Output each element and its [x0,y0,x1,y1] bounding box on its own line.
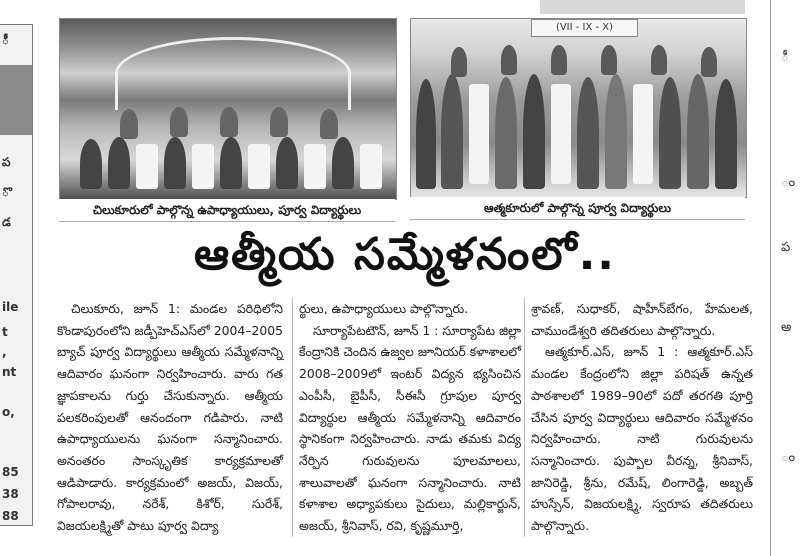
headline: ఆత్మీయ సమ్మేళనంలో.. [194,229,616,280]
article-paragraph: శ్రావణ్, సుధాకర్, షాహీన్‌బేగం, హేమలత, చాముండేశ్వరి తదితరులు పాల్గొన్నారు. [531,301,753,338]
article-column-2 [292,298,521,537]
edge-fragment: t [2,325,8,339]
edge-photo [0,65,32,135]
edge-fragment: 85 [2,465,19,479]
article-paragraph: ఆత్మకూర్.ఎస్, జూన్ 1 : ఆత్మకూర్.ఎస్ మండల కేంద్రంలోని జిల్లా పరిషత్ ఉన్నత పాఠశాలలో 1989–90లో పదో తరగతి పూర్తి చేసిన పూర్వ విద్యార్థులు ఆదివారం సమ్మేళనం నిర్వహించారు. నాటి గురువులను సన్మానించారు. పుప్పాల వీరన్న, శ్రీనివాస్, జానిరెడ్డి, శ్రీను, రమేష్, లింగారెడ్డి, అబ్బత్ హుస్సేన్, విజయలక్ష్మి, స్వరూప తదితరులు పాల్గొన్నారు. [531,344,753,534]
edge-fragment: ం [781,175,796,190]
neighbour-ad-strip-left [0,24,33,526]
edge-fragment: ొ [2,185,9,199]
group-photo-chilukuru [59,18,397,200]
article-paragraph: ర్థులు, ఉపాధ్యాయులు పాల్గొన్నారు. [299,301,469,316]
edge-fragment: ీ [781,50,789,65]
edge-fragment: ీ [2,33,9,47]
edge-fragment: 88 [2,509,19,523]
edge-fragment: ం [781,450,796,465]
article-paragraph: చిలుకూరు, జూన్ 1: మండల పరిధిలోని కొండాపురంలోని జడ్పీహెచ్ఎస్‌లో 2004–2005 బ్యాచ్ పూర్వ విద్యార్థులు ఆత్మీయ సమ్మేళనాన్ని ఆదివారం ఘనంగా నిర్వహించారు. వారు గత జ్ఞాపకాలను గుర్తు చేసుకున్నారు. ఆత్మీయ పలకరింపులతో ఆనందంగా గడిపారు. నాటి ఉపాధ్యాయులను ఘనంగా సన్మానించారు. అనంతరం సాంస్కృతిక కార్యక్రమాలతో ఆడిపాడారు. కార్యక్రమంలో అజయ్, విజయ్, గోపాలరావు, నరేశ్, కిశోర్, సురేశ్, విజయలక్ష్మితో పాటు పూర్వ విద్యా [57,301,283,534]
edge-fragment: అ [781,320,792,335]
group-photo-atmakur [410,18,747,198]
edge-fragment: ప [2,155,11,169]
neighbour-column-strip-right [770,0,800,556]
photo-caption-right: ఆత్మకూరులో పాల్గొన్న పూర్వ విద్యార్థులు [410,197,745,220]
edge-fragment: o, [2,405,15,419]
edge-fragment: , [2,345,7,359]
article-column-3 [524,298,753,537]
top-grey-bar [540,0,745,14]
stage-decoration [115,37,351,110]
edge-fragment: 38 [2,487,19,501]
edge-fragment: ప [781,240,791,255]
article-paragraph: సూర్యాపేటటౌన్, జూన్ 1 : సూర్యాపేట జిల్లా కేంద్రానికి చెందిన ఉజ్వల జూనియర్ కళాశాలలో 2008–2009లో ఇంటర్ విద్యన భ్యసించిన ఎంపీసీ, బైపీసీ, సీఈసీ గ్రూపుల పూర్వ విద్యార్థుల ఆత్మీయ సమ్మేళనాన్ని ఆదివారం స్థానికంగా నిర్వహించారు. నాడు తమకు విద్య నేర్పిన గురువులను పూలమాలలు, శాలువాలతో ఘనంగా సన్మానించారు. నాటి కళాశాల అధ్యాపకులు సైదులు, మల్లికార్జున్, అజయ్, శ్రీనివాస్, రవి, కృష్ణమూర్తి, [299,322,521,534]
photo-banner: (VII - IX - X) [531,19,638,37]
edge-fragment: డ [2,215,11,229]
edge-fragment: nt [2,365,17,379]
photo-caption-left: చిలుకూరులో పాల్గొన్న ఉపాధ్యాయులు, పూర్వ విద్యార్థులు [59,199,395,222]
edge-fragment: ile [2,300,19,314]
article-column-1 [57,298,283,537]
